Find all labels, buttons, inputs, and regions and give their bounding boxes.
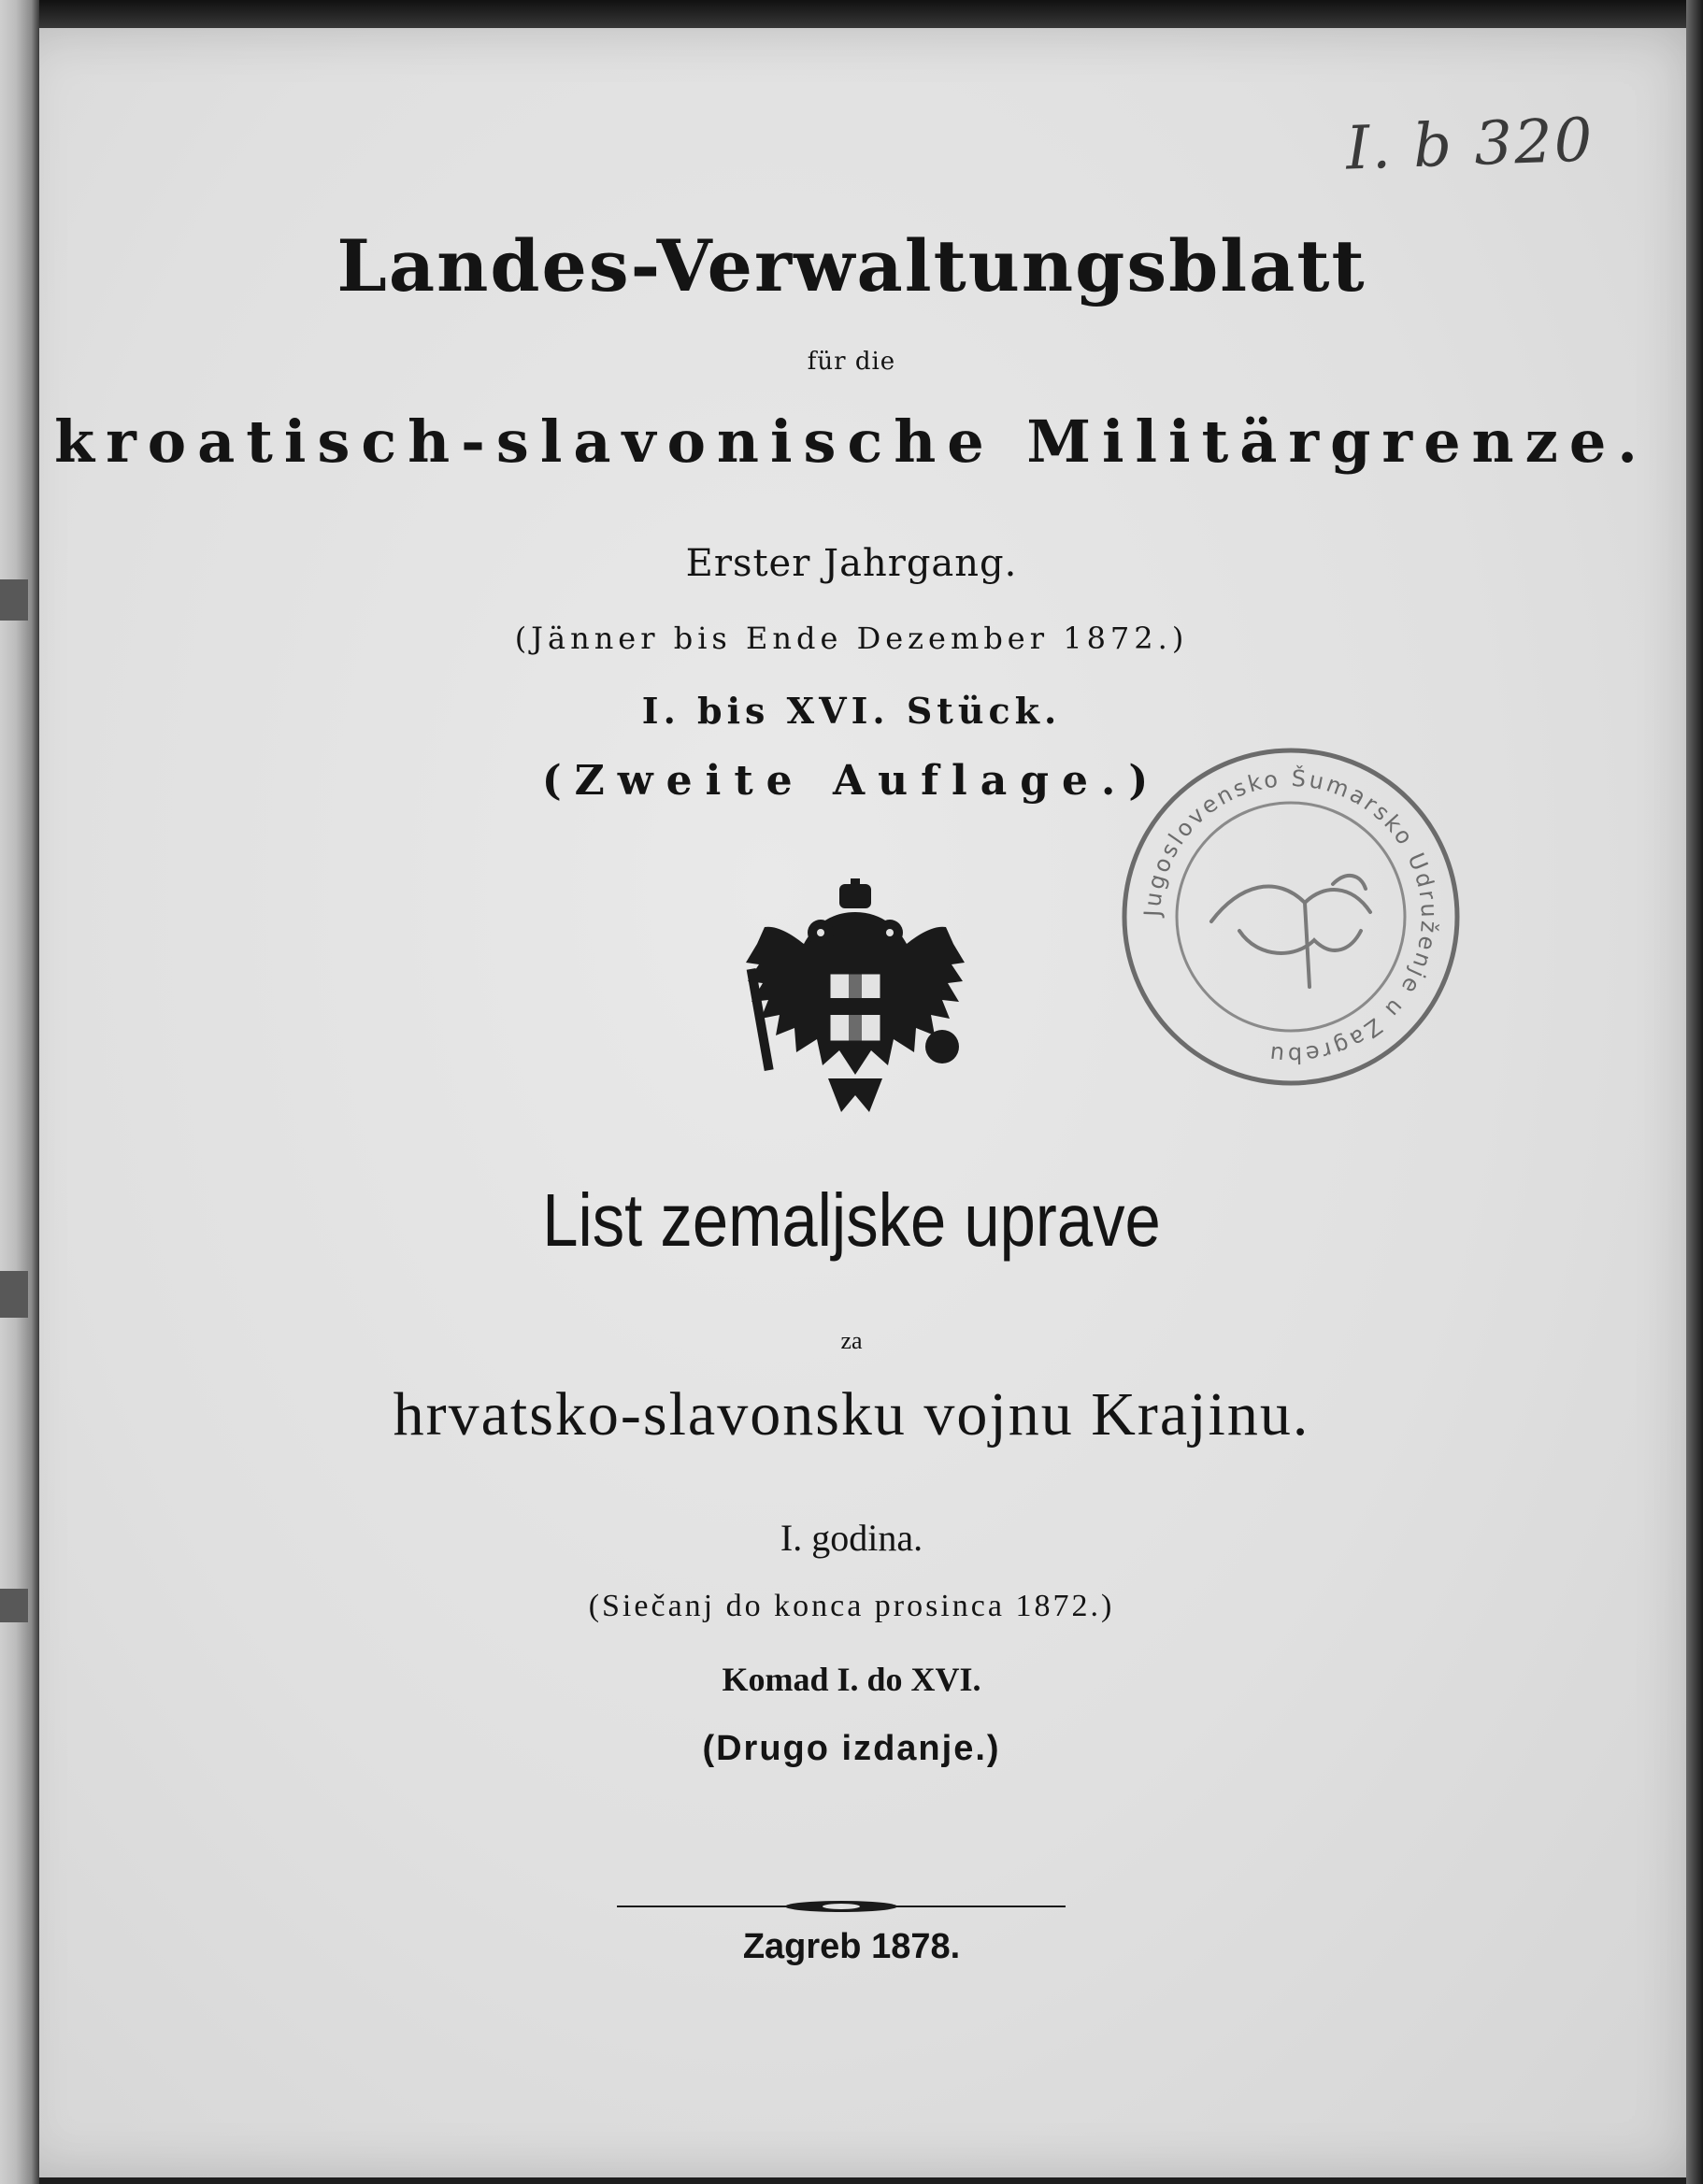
croatian-volume: I. godina. [780, 1517, 923, 1559]
german-issues: I. bis XVI. Stück. [641, 690, 1062, 732]
top-edge-shadow [0, 0, 1703, 30]
german-edition: (Zweite Auflage.) [541, 757, 1162, 805]
library-stamp [1118, 744, 1464, 1090]
stamp-ring-text: Jugoslovensko Šumarsko Udruženje u Zagrebu [1138, 764, 1443, 1069]
spine-mark [0, 1271, 28, 1318]
german-volume: Erster Jahrgang. [685, 542, 1018, 585]
german-period: (Jänner bis Ende Dezember 1872.) [514, 621, 1189, 656]
german-region: kroatisch-slavonische Militärgrenze. [54, 407, 1649, 476]
right-edge-shadow [1686, 0, 1703, 2184]
svg-text:Jugoslovensko Šumarsko Udružen [1139, 764, 1442, 1068]
ornamental-rule [617, 1899, 1066, 1914]
croatian-issues: Komad I. do XVI. [722, 1661, 981, 1698]
croatian-period: (Siečanj do konca prosinca 1872.) [588, 1589, 1115, 1623]
croatian-for: za [840, 1327, 863, 1354]
spine-mark [0, 579, 28, 621]
german-for-the: für die [807, 348, 896, 376]
croatian-edition: (Drugo izdanje.) [702, 1729, 1001, 1768]
handwritten-shelfmark: I. b 320 [1344, 106, 1596, 184]
double-headed-eagle-emblem [738, 878, 972, 1121]
croatian-region: hrvatsko-slavonsku vojnu Krajinu. [393, 1380, 1310, 1449]
binding-spine [0, 0, 39, 2184]
german-title: Landes-Verwaltungsblatt [336, 224, 1367, 307]
imprint: Zagreb 1878. [742, 1927, 961, 1966]
croatian-title: List zemaljske uprave [542, 1178, 1161, 1262]
